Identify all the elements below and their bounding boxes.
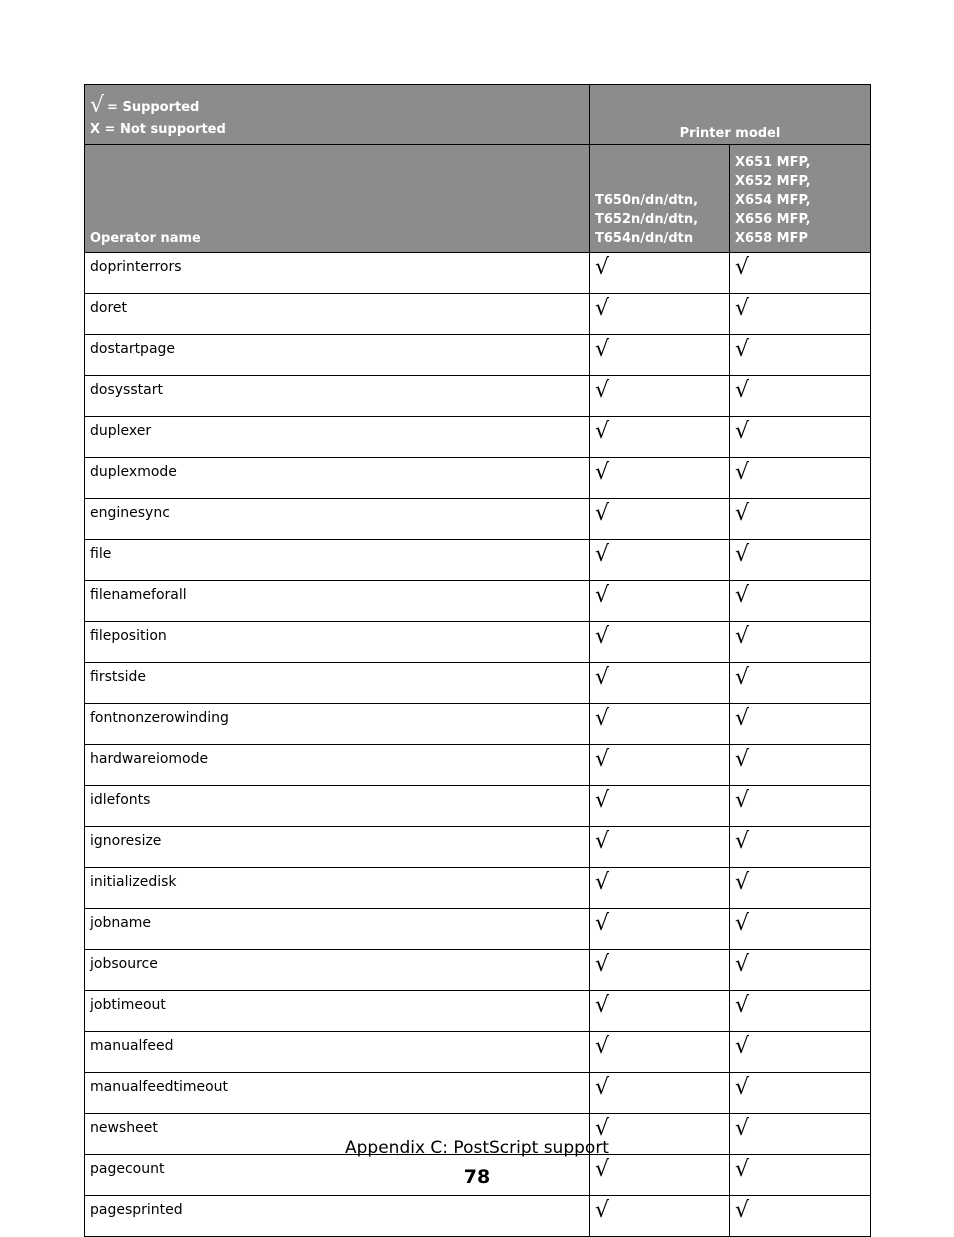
operator-name-cell: hardwareiomode xyxy=(85,745,590,786)
column-header-row xyxy=(85,145,871,253)
checkmark-icon: √ xyxy=(595,337,610,362)
model-2-support-cell xyxy=(730,376,871,417)
model-2-support-cell xyxy=(730,622,871,663)
checkmark-icon: √ xyxy=(735,829,750,854)
operator-name-cell: doret xyxy=(85,294,590,335)
model-2-support-cell xyxy=(730,294,871,335)
model-1-support-cell xyxy=(590,622,730,663)
checkmark-icon: √ xyxy=(735,1157,750,1182)
checkmark-icon: √ xyxy=(595,829,610,854)
checkmark-icon: √ xyxy=(735,583,750,608)
model-2-line: X656 MFP, xyxy=(735,212,811,227)
checkmark-icon: √ xyxy=(735,665,750,690)
model-2-support-cell xyxy=(730,663,871,704)
checkmark-icon: √ xyxy=(595,1075,610,1100)
operator-name-cell: newsheet xyxy=(85,1114,590,1155)
model-2-line: X651 MFP, xyxy=(735,155,811,170)
legend-supported-label: = Supported xyxy=(107,100,200,115)
model-2-line: X652 MFP, xyxy=(735,174,811,189)
table-row xyxy=(85,868,871,909)
model-1-support-cell xyxy=(590,1032,730,1073)
checkmark-icon: √ xyxy=(595,993,610,1018)
operator-name-cell: ignoresize xyxy=(85,827,590,868)
checkmark-icon: √ xyxy=(735,706,750,731)
checkmark-icon: √ xyxy=(735,378,750,403)
model-1-support-cell xyxy=(590,1073,730,1114)
model-1-support-cell xyxy=(590,745,730,786)
model-2-support-cell xyxy=(730,1073,871,1114)
printer-model-heading: Printer model xyxy=(590,85,871,145)
checkmark-icon: √ xyxy=(595,296,610,321)
checkmark-icon: √ xyxy=(735,788,750,813)
checkmark-icon: √ xyxy=(735,1034,750,1059)
table-row xyxy=(85,909,871,950)
checkmark-icon: √ xyxy=(735,911,750,936)
operator-name-cell: manualfeed xyxy=(85,1032,590,1073)
checkmark-icon: √ xyxy=(735,542,750,567)
model-1-support-cell xyxy=(590,950,730,991)
checkmark-icon: √ xyxy=(595,583,610,608)
checkmark-icon: √ xyxy=(595,378,610,403)
checkmark-icon: √ xyxy=(735,993,750,1018)
operator-name-cell: firstside xyxy=(85,663,590,704)
page-number: 78 xyxy=(463,1166,491,1188)
operator-support-table xyxy=(84,84,871,1237)
checkmark-icon: √ xyxy=(735,255,750,280)
table-row xyxy=(85,1073,871,1114)
checkmark-icon: √ xyxy=(90,93,105,118)
table-row xyxy=(85,458,871,499)
table-row xyxy=(85,1032,871,1073)
model-1-support-cell xyxy=(590,827,730,868)
model-2-support-cell xyxy=(730,458,871,499)
model-2-support-cell xyxy=(730,417,871,458)
model-2-support-cell xyxy=(730,909,871,950)
model-1-support-cell xyxy=(590,417,730,458)
table-row xyxy=(85,581,871,622)
operator-name-cell: doprinterrors xyxy=(85,253,590,294)
operator-name-cell: duplexer xyxy=(85,417,590,458)
table-row xyxy=(85,540,871,581)
checkmark-icon: √ xyxy=(735,952,750,977)
operator-name-cell: jobtimeout xyxy=(85,991,590,1032)
checkmark-icon: √ xyxy=(595,624,610,649)
model-1-line: T654n/dn/dtn xyxy=(595,231,694,246)
model-2-support-cell xyxy=(730,786,871,827)
checkmark-icon: √ xyxy=(735,1198,750,1223)
model-1-support-cell xyxy=(590,294,730,335)
model-2-support-cell xyxy=(730,991,871,1032)
model-2-line: X658 MFP xyxy=(735,231,809,246)
table-row xyxy=(85,704,871,745)
model-1-line: T652n/dn/dtn, xyxy=(595,212,699,227)
table-row xyxy=(85,991,871,1032)
model-1-line: T650n/dn/dtn, xyxy=(595,193,699,208)
checkmark-icon: √ xyxy=(595,419,610,444)
table-body xyxy=(85,253,871,1237)
checkmark-icon: √ xyxy=(595,460,610,485)
model-1-support-cell xyxy=(590,868,730,909)
model-1-support-cell xyxy=(590,663,730,704)
table-row xyxy=(85,376,871,417)
model-1-support-cell xyxy=(590,581,730,622)
checkmark-icon: √ xyxy=(735,1075,750,1100)
operator-name-cell: enginesync xyxy=(85,499,590,540)
model-1-support-cell xyxy=(590,540,730,581)
table-row xyxy=(85,1196,871,1237)
table-row xyxy=(85,335,871,376)
checkmark-icon: √ xyxy=(595,747,610,772)
operator-name-cell: dostartpage xyxy=(85,335,590,376)
checkmark-icon: √ xyxy=(735,624,750,649)
checkmark-icon: √ xyxy=(595,952,610,977)
model-2-support-cell xyxy=(730,950,871,991)
checkmark-icon: √ xyxy=(595,1157,610,1182)
model-2-support-cell xyxy=(730,745,871,786)
table-row xyxy=(85,294,871,335)
operator-name-cell: file xyxy=(85,540,590,581)
model-1-support-cell xyxy=(590,991,730,1032)
operator-name-cell: initializedisk xyxy=(85,868,590,909)
checkmark-icon: √ xyxy=(735,1116,750,1141)
table-row xyxy=(85,786,871,827)
model-1-support-cell xyxy=(590,704,730,745)
operator-name-cell: jobsource xyxy=(85,950,590,991)
checkmark-icon: √ xyxy=(595,665,610,690)
checkmark-icon: √ xyxy=(735,296,750,321)
checkmark-icon: √ xyxy=(595,255,610,280)
checkmark-icon: √ xyxy=(595,542,610,567)
model-2-support-cell xyxy=(730,499,871,540)
operator-name-cell: duplexmode xyxy=(85,458,590,499)
table-row xyxy=(85,663,871,704)
operator-name-cell: dosysstart xyxy=(85,376,590,417)
model-1-support-cell xyxy=(590,376,730,417)
operator-name-cell: fontnonzerowinding xyxy=(85,704,590,745)
model-2-support-cell xyxy=(730,868,871,909)
checkmark-icon: √ xyxy=(595,788,610,813)
table-row xyxy=(85,827,871,868)
checkmark-icon: √ xyxy=(595,706,610,731)
legend-row xyxy=(85,85,871,145)
model-2-support-cell xyxy=(730,1032,871,1073)
operator-name-heading: Operator name xyxy=(85,145,590,253)
checkmark-icon: √ xyxy=(595,1198,610,1223)
operator-name-cell: idlefonts xyxy=(85,786,590,827)
model-2-support-cell xyxy=(730,581,871,622)
checkmark-icon: √ xyxy=(595,870,610,895)
checkmark-icon: √ xyxy=(595,1116,610,1141)
model-2-support-cell xyxy=(730,704,871,745)
model-1-support-cell xyxy=(590,499,730,540)
checkmark-icon: √ xyxy=(595,501,610,526)
operator-name-cell: manualfeedtimeout xyxy=(85,1073,590,1114)
checkmark-icon: √ xyxy=(735,337,750,362)
model-2-support-cell xyxy=(730,1196,871,1237)
model-2-support-cell xyxy=(730,253,871,294)
model-2-support-cell xyxy=(730,335,871,376)
checkmark-icon: √ xyxy=(735,460,750,485)
operator-name-cell: pagecount xyxy=(85,1155,590,1196)
operator-name-cell: pagesprinted xyxy=(85,1196,590,1237)
model-1-support-cell xyxy=(590,253,730,294)
model-1-heading xyxy=(590,145,730,253)
footer-title: Appendix C: PostScript support xyxy=(345,1138,609,1158)
operator-name-cell: filenameforall xyxy=(85,581,590,622)
model-2-support-cell xyxy=(730,540,871,581)
legend-supported xyxy=(90,95,584,119)
legend-cell xyxy=(85,85,590,145)
checkmark-icon: √ xyxy=(735,501,750,526)
model-2-support-cell xyxy=(730,827,871,868)
table-row xyxy=(85,499,871,540)
table-row xyxy=(85,253,871,294)
checkmark-icon: √ xyxy=(735,419,750,444)
table-row xyxy=(85,417,871,458)
model-1-support-cell xyxy=(590,786,730,827)
table-row xyxy=(85,745,871,786)
legend-not-supported: X = Not supported xyxy=(90,122,226,137)
model-1-support-cell xyxy=(590,1196,730,1237)
model-1-support-cell xyxy=(590,909,730,950)
checkmark-icon: √ xyxy=(595,1034,610,1059)
checkmark-icon: √ xyxy=(735,870,750,895)
model-1-support-cell xyxy=(590,335,730,376)
checkmark-icon: √ xyxy=(735,747,750,772)
model-2-line: X654 MFP, xyxy=(735,193,811,208)
table-row xyxy=(85,950,871,991)
model-2-heading xyxy=(730,145,871,253)
model-1-support-cell xyxy=(590,458,730,499)
table-row xyxy=(85,622,871,663)
checkmark-icon: √ xyxy=(595,911,610,936)
operator-name-cell: jobname xyxy=(85,909,590,950)
operator-name-cell: fileposition xyxy=(85,622,590,663)
